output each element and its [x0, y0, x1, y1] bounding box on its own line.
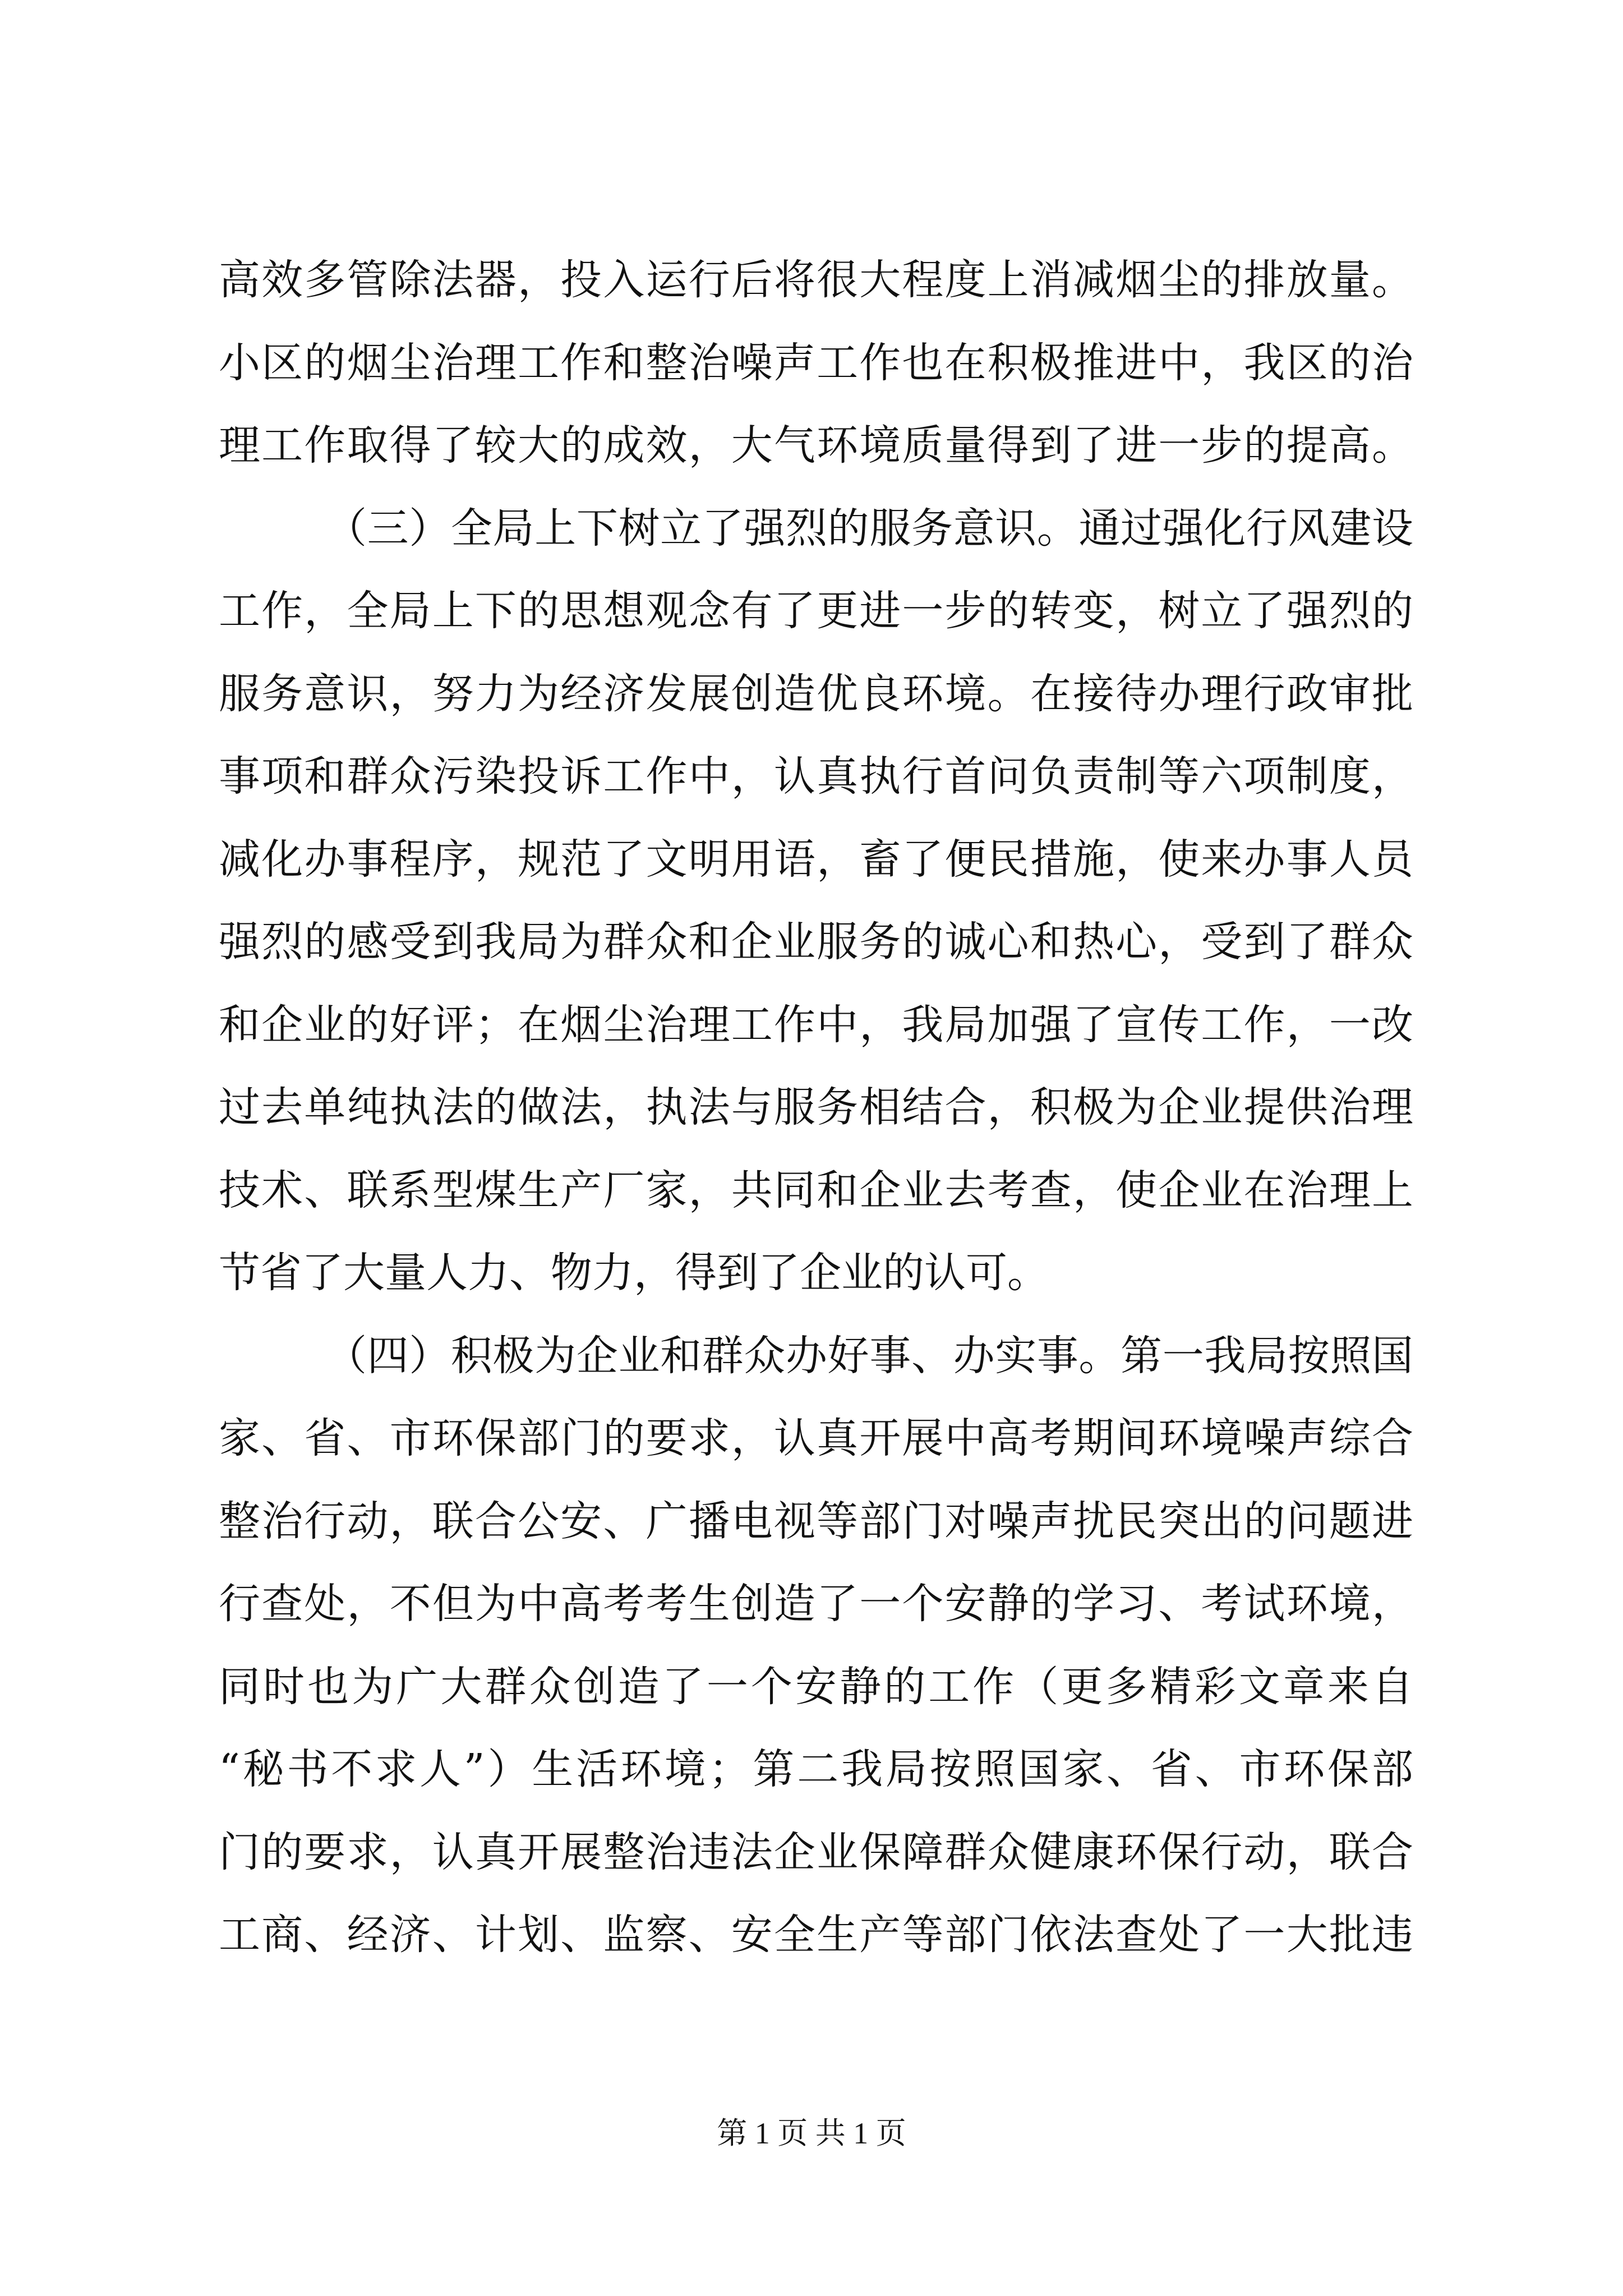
text-line: 节省了大量人力、物力，得到了企业的认可。: [219, 1249, 1049, 1297]
text-line: 强烈的感受到我局为群众和企业服务的诚心和热心，受到了群众: [219, 918, 1413, 966]
text-line: 行查处，不但为中高考考生创造了一个安静的学习、考试环境，: [219, 1580, 1413, 1628]
text-line: 服务意识，努力为经济发展创造优良环境。在接待办理行政审批: [219, 669, 1413, 718]
text-line: 减化办事程序，规范了文明用语，畜了便民措施，使来办事人员: [219, 835, 1413, 884]
text-line: 事项和群众污染投诉工作中，认真执行首问负责制等六项制度，: [219, 752, 1413, 800]
text-line: 小区的烟尘治理工作和整治噪声工作也在积极推进中，我区的治: [219, 338, 1413, 387]
text-line: 工商、经济、计划、监察、安全生产等部门依法查处了一大批违: [219, 1911, 1413, 1959]
text-line: 技术、联系型煤生产厂家，共同和企业去考查，使企业在治理上: [219, 1166, 1413, 1214]
text-line: 同时也为广大群众创造了一个安静的工作（更多精彩文章来自: [219, 1662, 1413, 1711]
text-line: 家、省、市环保部门的要求，认真开展中高考期间环境噪声综合: [219, 1414, 1413, 1462]
document-body: [219, 239, 1413, 1977]
text-line: 过去单纯执法的做法，执法与服务相结合，积极为企业提供治理: [219, 1083, 1413, 1131]
page-number-footer: 第 1 页 共 1 页: [717, 2116, 906, 2150]
text-line: 门的要求，认真开展整治违法企业保障群众健康环保行动，联合: [219, 1828, 1413, 1876]
text-line: 整治行动，联合公安、广播电视等部门对噪声扰民突出的问题进: [219, 1497, 1413, 1545]
text-line: 理工作取得了较大的成效，大气环境质量得到了进一步的提高。: [219, 421, 1413, 470]
text-line: “秘书不求人”）生活环境；第二我局按照国家、省、市环保部: [219, 1745, 1413, 1793]
paragraph-heading-line: （三）全局上下树立了强烈的服务意识。通过强化行风建设: [325, 504, 1413, 553]
text-line: 和企业的好评；在烟尘治理工作中，我局加强了宣传工作，一改: [219, 1000, 1413, 1049]
paragraph-heading-line: （四）积极为企业和群众办好事、办实事。第一我局按照国: [325, 1331, 1413, 1380]
text-line: 高效多管除法器，投入运行后将很大程度上消减烟尘的排放量。: [219, 256, 1413, 304]
text-line: 工作，全局上下的思想观念有了更进一步的转变，树立了强烈的: [219, 587, 1413, 635]
